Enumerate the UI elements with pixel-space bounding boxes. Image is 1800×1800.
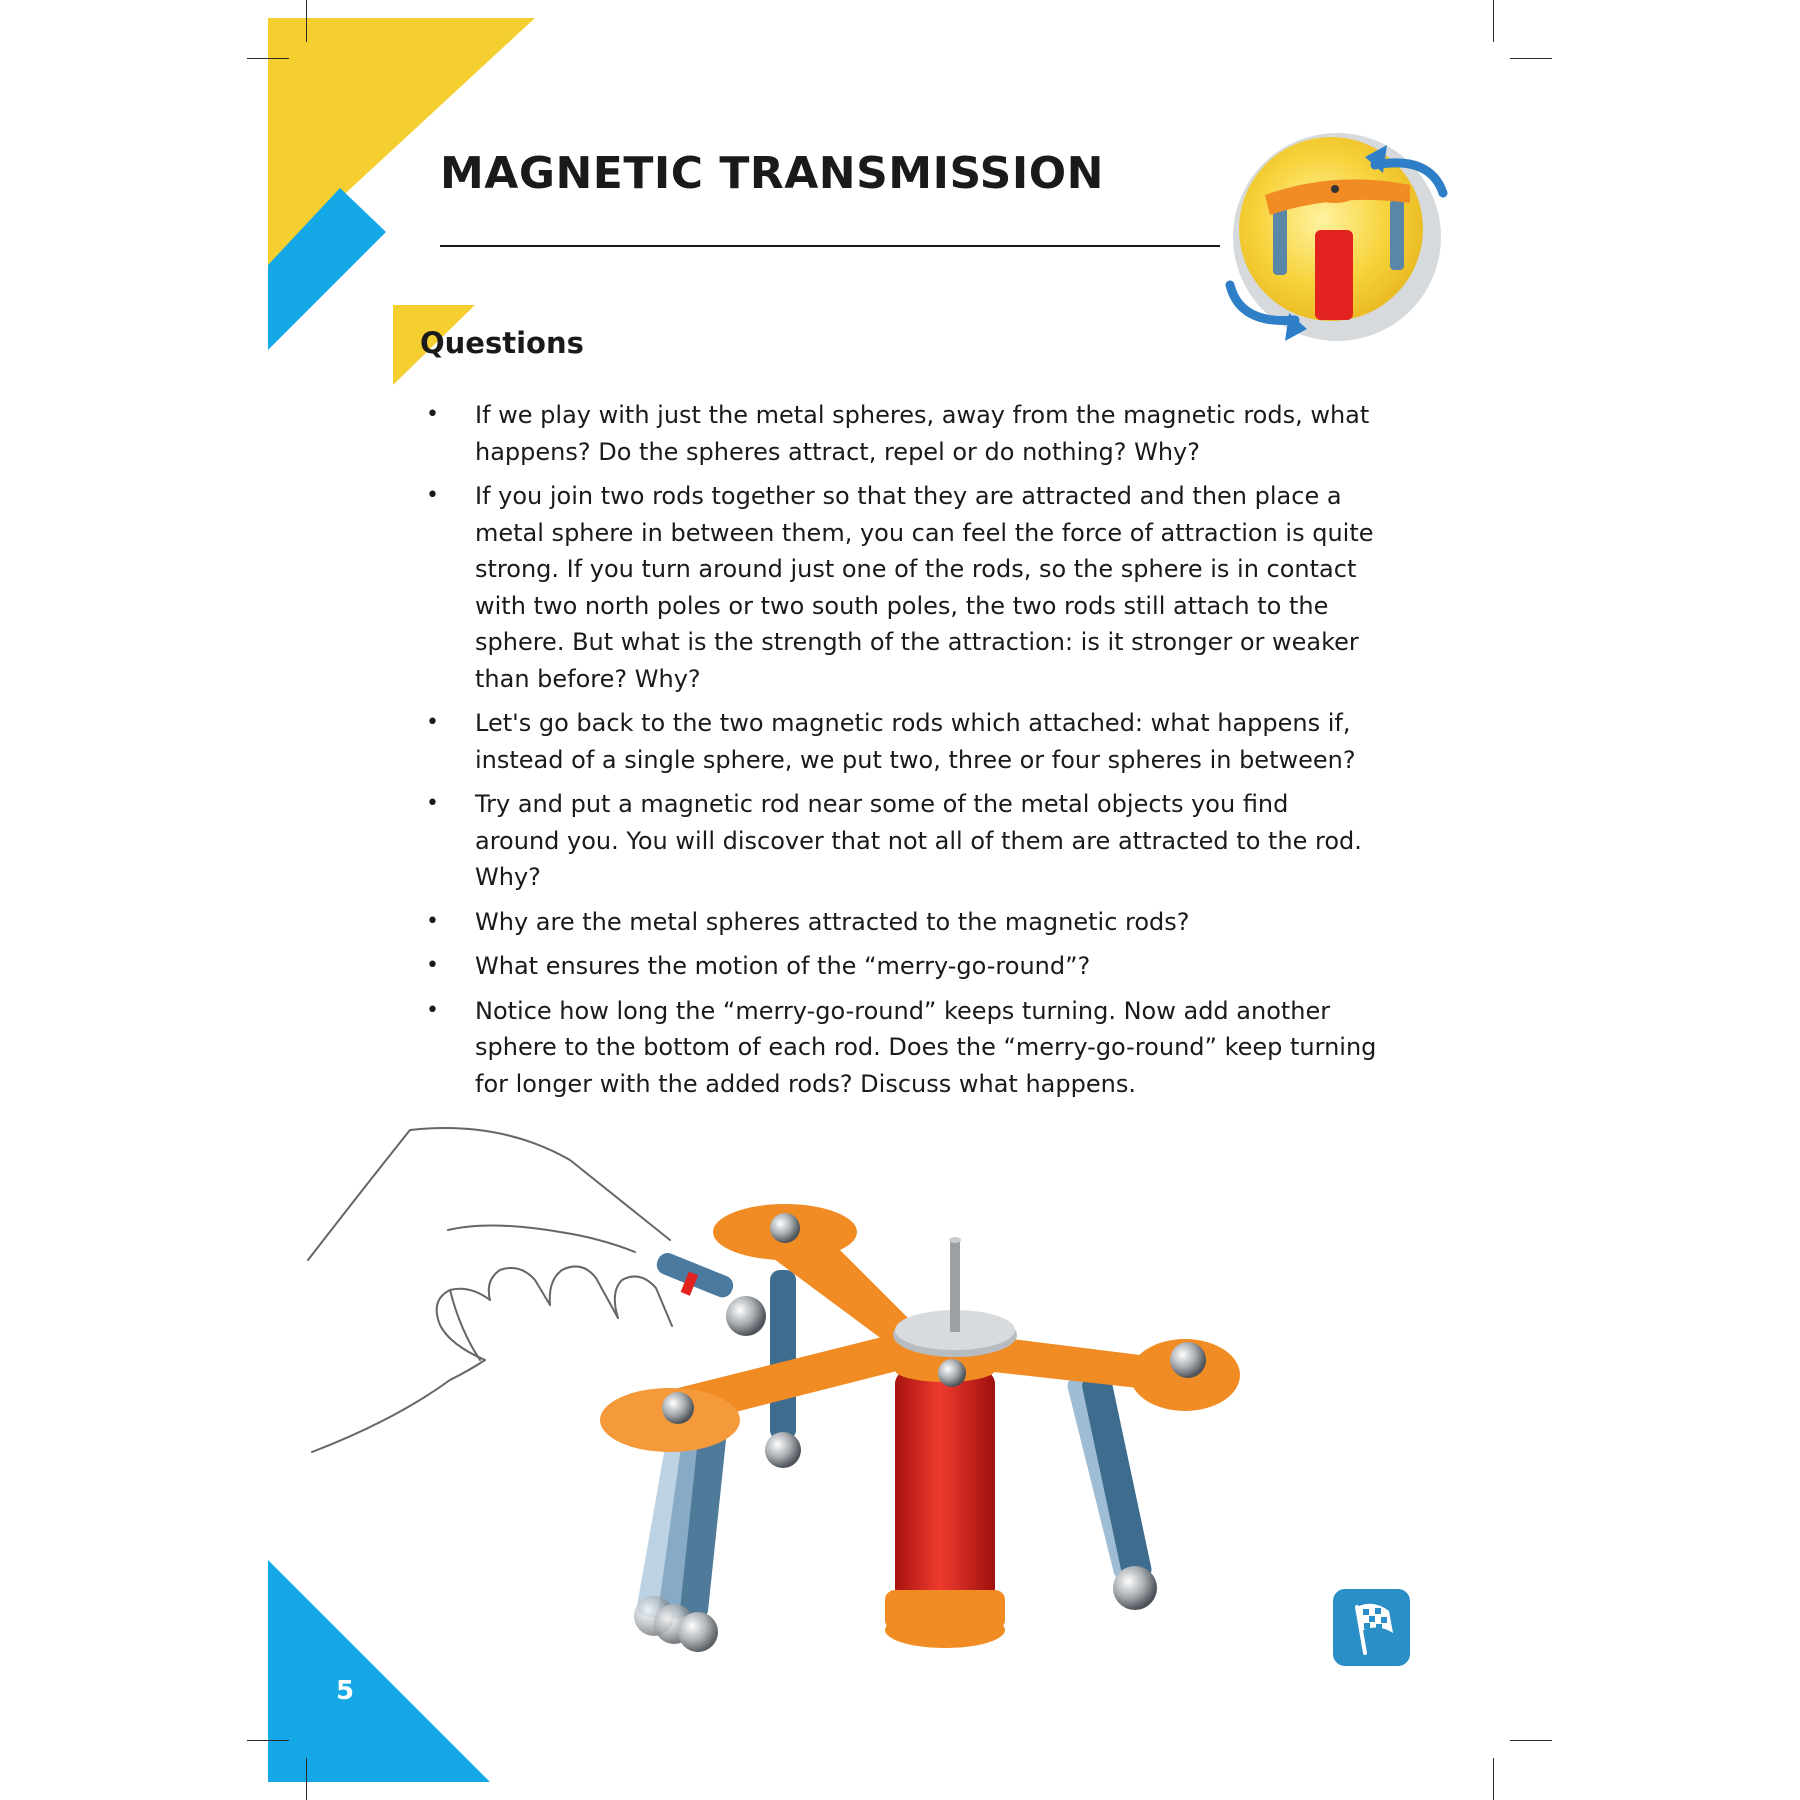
hand-and-merry-go-round-illustration — [300, 1120, 1300, 1680]
bullet: • — [426, 791, 439, 816]
question-text: If we play with just the metal spheres, away from the magnetic rods, what happens? Do the spheres attract, repel or do nothing? Why? — [475, 401, 1370, 466]
list-item — [420, 705, 1380, 778]
crop-mark — [1510, 1740, 1552, 1741]
left-rods — [634, 1418, 728, 1652]
bullet: • — [426, 997, 439, 1023]
question-text: What ensures the motion of the “merry-go-round”? — [475, 952, 1091, 980]
crop-mark — [1510, 58, 1552, 59]
merry-go-round-rotation-icon — [1215, 115, 1455, 355]
questions-list — [420, 397, 1380, 1110]
question-text: Let's go back to the two magnetic rods which attached: what happens if, instead of a single sphere, we put two, three or four spheres in between? — [475, 709, 1356, 774]
question-text: Try and put a magnetic rod near some of the metal objects you find around you. You will discover that not all of them are attracted to the rod. Why? — [475, 790, 1362, 891]
bullet: • — [426, 710, 439, 735]
page-number: 5 — [336, 1676, 355, 1706]
list-item — [420, 993, 1380, 1103]
list-item — [420, 948, 1380, 985]
list-item — [420, 478, 1380, 697]
bullet: • — [426, 953, 439, 978]
question-text: Why are the metal spheres attracted to the magnetic rods? — [475, 907, 1190, 936]
crop-mark — [247, 58, 289, 59]
bullet: • — [426, 908, 439, 934]
question-text: Notice how long the “merry-go-round” keeps turning. Now add another sphere to the bottom of each rod. Does the “merry-go-round” keep turning for longer with the added rods? Discuss what happens. — [475, 996, 1377, 1098]
bullet: • — [426, 483, 439, 508]
crop-mark — [306, 0, 307, 42]
page-title: MAGNETIC TRANSMISSION — [440, 148, 1104, 199]
list-item — [420, 904, 1380, 941]
bullet: • — [426, 402, 439, 427]
crop-mark — [1493, 1758, 1494, 1800]
checkered-flag-icon — [1333, 1589, 1410, 1666]
crop-mark — [247, 1740, 289, 1741]
title-underline — [440, 245, 1220, 247]
question-text: If you join two rods together so that they are attracted and then place a metal sphere in between them, you can feel the force of attraction is quite strong. If you turn around just one of the rods, so the sphere is in contact with two north poles or two south poles, the two rods still attach to the sphere. But what is the strength of the attraction: is it stronger or weaker than before? Why? — [475, 482, 1374, 693]
list-item — [420, 786, 1380, 896]
right-rod — [1065, 1371, 1157, 1610]
crop-mark — [306, 1758, 307, 1800]
list-item — [420, 397, 1380, 470]
section-heading-questions: Questions — [420, 326, 584, 360]
crop-mark — [1493, 0, 1494, 42]
